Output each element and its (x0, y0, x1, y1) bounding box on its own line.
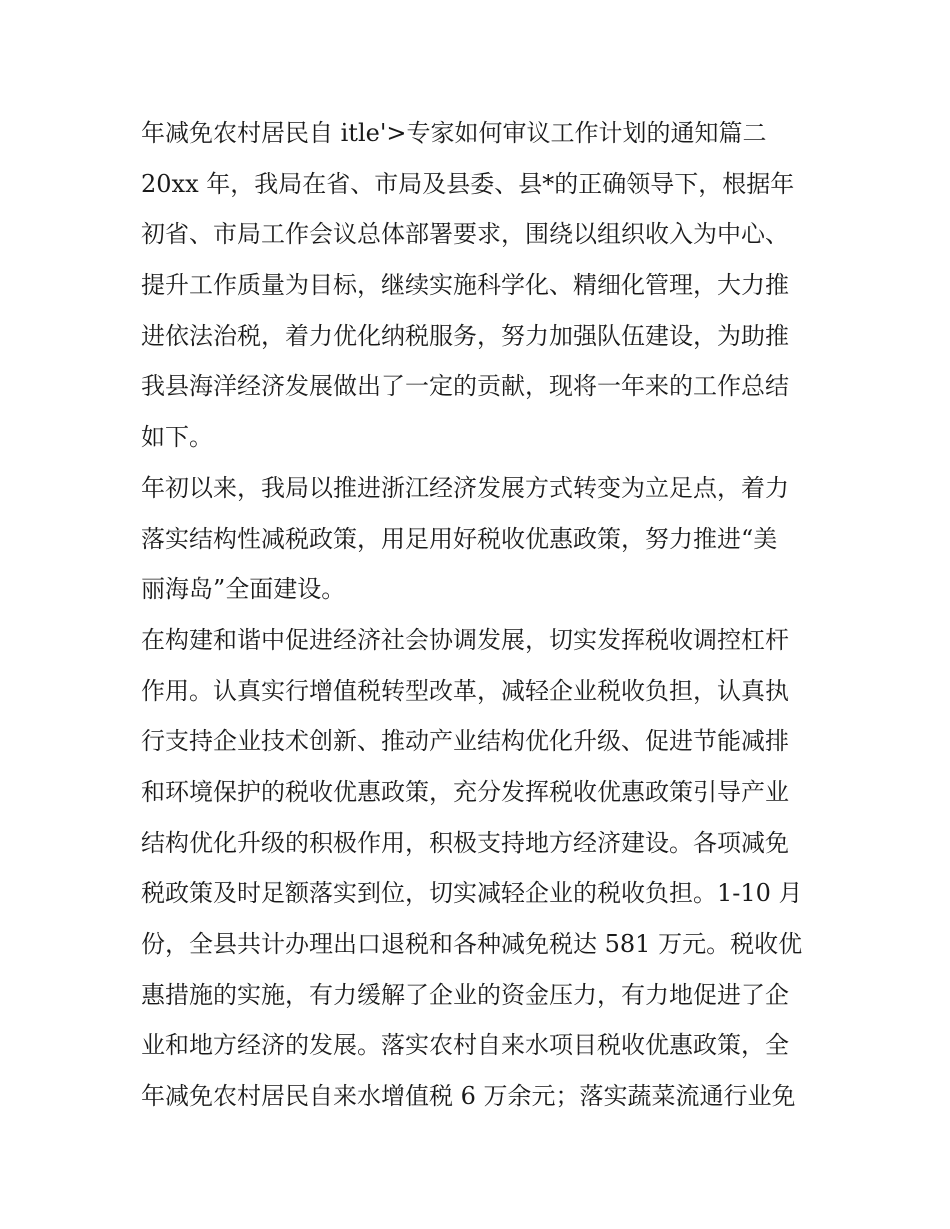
text-line: 税政策及时足额落实到位，切实减轻企业的税收负担。1-10 月 (141, 879, 803, 908)
text-line: 在构建和谐中促进经济社会协调发展，切实发挥税收调控杠杆 (141, 625, 789, 654)
text-line: 落实结构性减税政策，用足用好税收优惠政策，努力推进“美 (141, 524, 778, 553)
text-line: 初省、市局工作会议总体部署要求，围绕以组织收入为中心、 (141, 220, 789, 249)
text-line: 业和地方经济的发展。落实农村自来水项目税收优惠政策，全 (141, 1031, 789, 1060)
text-line: 份，全县共计办理出口退税和各种减免税达 581 万元。税收优 (141, 930, 803, 958)
text-line: 年减免农村居民自来水增值税 6 万余元；落实蔬菜流通行业免 (141, 1082, 796, 1111)
text-line: 年减免农村居民自 itle'>专家如何审议工作计划的通知篇二 (141, 119, 767, 147)
text-line: 和环境保护的税收优惠政策，充分发挥税收优惠政策引导产业 (141, 777, 789, 806)
text-line: 行支持企业技术创新、推动产业结构优化升级、促进节能减排 (141, 727, 789, 756)
text-line: 如下。 (141, 423, 213, 452)
text-line: 20xx 年，我局在省、市局及县委、县*的正确领导下，根据年 (141, 169, 795, 198)
text-line: 提升工作质量为目标，继续实施科学化、精细化管理，大力推 (141, 271, 789, 300)
text-line: 我县海洋经济发展做出了一定的贡献，现将一年来的工作总结 (141, 372, 789, 401)
text-line: 丽海岛”全面建设。 (141, 575, 346, 604)
text-line: 惠措施的实施，有力缓解了企业的资金压力，有力地促进了企 (141, 980, 789, 1009)
document-body (141, 108, 821, 1122)
text-line: 年初以来，我局以推进浙江经济发展方式转变为立足点，着力 (141, 473, 789, 502)
text-line: 进依法治税，着力优化纳税服务，努力加强队伍建设，为助推 (141, 321, 789, 350)
text-line: 结构优化升级的积极作用，积极支持地方经济建设。各项减免 (141, 828, 789, 857)
text-line: 作用。认真实行增值税转型改革，减轻企业税收负担，认真执 (141, 676, 789, 705)
